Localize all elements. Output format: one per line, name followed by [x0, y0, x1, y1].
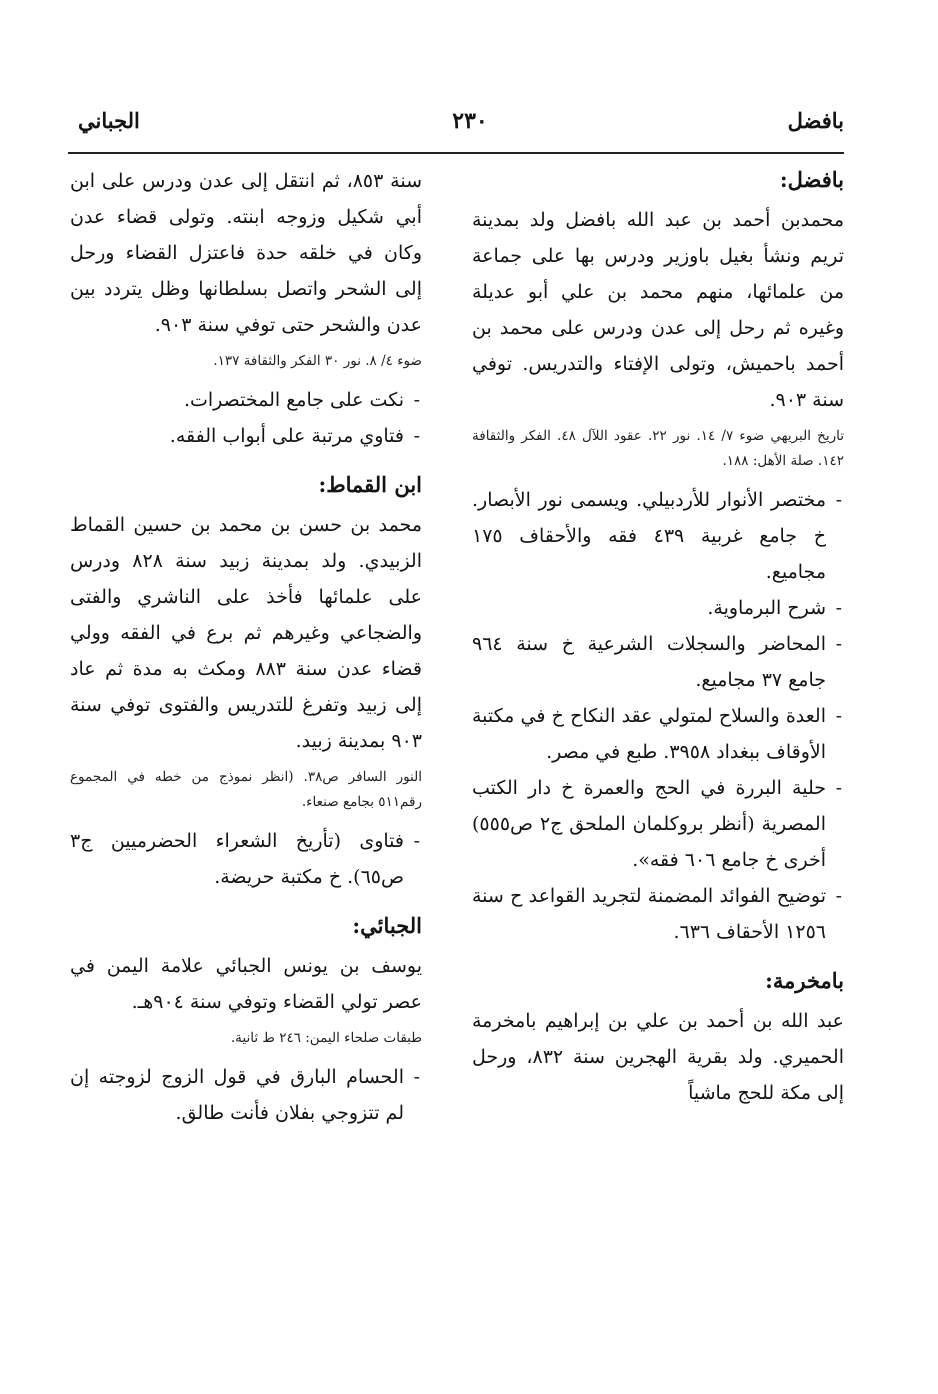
works-list-aljubai — [70, 1059, 422, 1131]
work-item: - فتاوى (تأريخ الشعراء الحضرميين ج٣ ص٦٥). خ مكتبة حريضة. — [70, 823, 422, 895]
page-number: ٢٣٠ — [452, 108, 488, 134]
entry-body-bafadl: محمدبن أحمد بن عبد الله بافضل ولد بمدينة تريم ونشأ بغيل باوزير ودرس بها على جماعة من علمائها، منهم محمد بن علي أبو عديلة وغيره ثم رحل إلى عدن ودرس على محمد بن أحمد باحميش، وتولى الإفتاء والتدريس. توفي سنة ٩٠٣. — [472, 209, 844, 411]
work-item: - حلية البررة في الحج والعمرة خ دار الكتب المصرية (أنظر بروكلمان الملحق ج٢ ص٥٥٥) أخرى خ جامع ٦٠٦ فقه». — [472, 770, 844, 878]
header-rule — [68, 152, 844, 154]
works-list-ibn-alqammat — [70, 823, 422, 895]
work-item: - توضيح الفوائد المضمنة لتجريد القواعد ح سنة ١٢٥٦ الأحقاف ٦٣٦. — [472, 878, 844, 950]
continuation-source: ضوء ٤/ ٨. نور ٣٠ الفكر والثقافة ١٣٧. — [213, 353, 422, 369]
entry-title-bafadl: بافضل: — [779, 167, 844, 192]
running-head-left: الجباني — [78, 108, 140, 133]
work-item: - المحاضر والسجلات الشرعية خ سنة ٩٦٤ جامع ٣٧ مجاميع. — [472, 626, 844, 698]
entry-title-aljubai: الجبائي: — [352, 913, 422, 938]
right-column — [472, 163, 844, 1111]
entry-title-bamakhrama: بامخرمة: — [765, 968, 844, 993]
work-item: - فتاوي مرتبة على أبواب الفقه. — [70, 418, 422, 454]
continuation-body: سنة ٨٥٣، ثم انتقل إلى عدن ودرس على ابن أبي شكيل وزوجه ابنته. وتولى قضاء عدن وكان في خلقه حدة فاعتزل القضاء ورحل إلى الشحر واتصل بسلطانها وظل يتردد بين عدن والشحر حتى توفي سنة ٩٠٣. — [70, 170, 422, 336]
entry-body-ibn-alqammat: محمد بن حسن بن محمد بن حسين القماط الزبيدي. ولد بمدينة زبيد سنة ٨٢٨ ودرس على علمائها فأخذ على الناشري والفتى والضجاعي وغيرهم ثم برع في الفقه وولي قضاء عدن سنة ٨٨٣ ومكث به مدة ثم عاد إلى زبيد وتفرغ للتدريس والفتوى توفي سنة ٩٠٣ بمدينة زبيد. — [70, 514, 423, 752]
entry-source-ibn-alqammat: النور السافر ص٣٨. (انظر نموذج من خطه في المجموع رقم٥١١ بجامع صنعاء. — [70, 769, 422, 810]
entry-body-bamakhrama: عبد الله بن أحمد بن علي بن إبراهيم بامخرمة الحميري. ولد بقرية الهجرين سنة ٨٣٢، ورحل إلى مكة للحج ماشياً — [472, 1010, 844, 1104]
continuation-works-list — [70, 382, 422, 454]
work-item: - نكت على جامع المختصرات. — [70, 382, 422, 418]
entry-title-ibn-alqammat: ابن القماط: — [318, 472, 422, 497]
work-item: - شرح البرماوية. — [472, 590, 844, 626]
work-item: - العدة والسلاح لمتولي عقد النكاح خ في مكتبة الأوقاف ببغداد ٣٩٥٨. طبع في مصر. — [472, 698, 844, 770]
work-item: - الحسام البارق في قول الزوج لزوجته إن لم تتزوجي بفلان فأنت طالق. — [70, 1059, 422, 1131]
works-list-bafadl — [472, 482, 844, 950]
left-column — [70, 163, 422, 1131]
running-head-right: بافضل — [787, 108, 844, 133]
entry-body-aljubai: يوسف بن يونس الجبائي علامة اليمن في عصر تولي القضاء وتوفي سنة ٩٠٤هـ. — [70, 955, 422, 1013]
work-item: - مختصر الأنوار للأردبيلي. ويسمى نور الأبصار. خ جامع غربية ٤٣٩ فقه والأحقاف ١٧٥ مجاميع. — [472, 482, 844, 590]
entry-source-aljubai: طبقات صلحاء اليمن: ٢٤٦ ط ثانية. — [230, 1030, 422, 1046]
entry-source-bafadl: تاريخ البريهي ضوء ٧/ ١٤. نور ٢٢. عقود اللآل ٤٨. الفكر والثقافة ١٤٢. صلة الأهل: ١٨٨. — [472, 428, 845, 469]
